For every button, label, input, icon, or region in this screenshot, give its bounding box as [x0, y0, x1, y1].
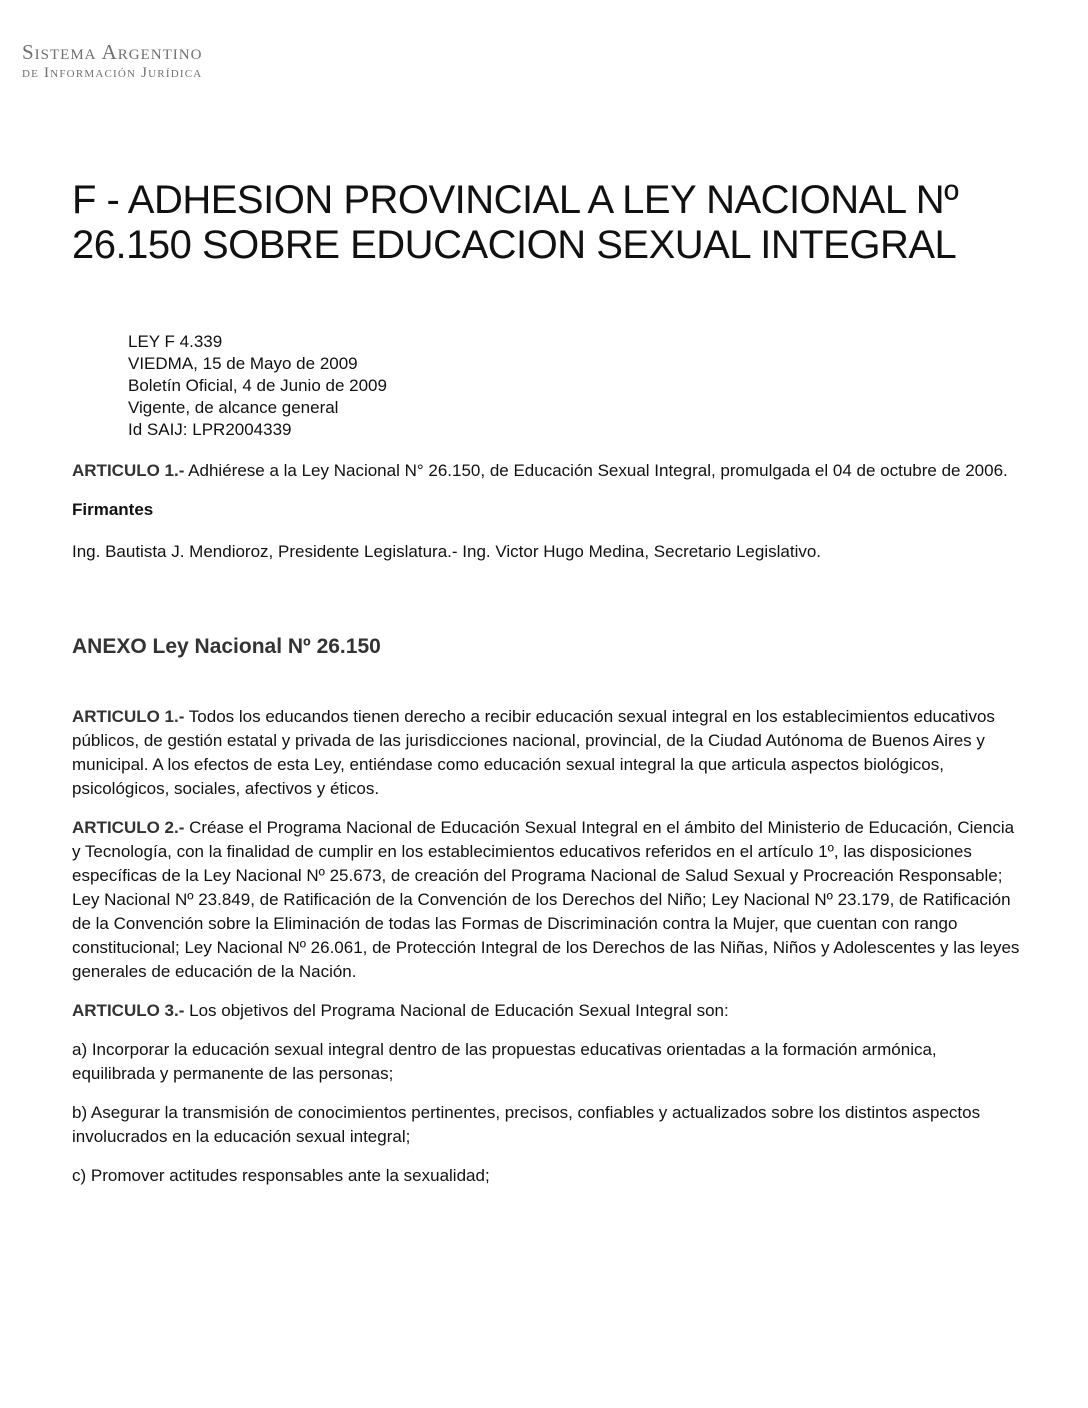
logo-line-1: Sistema Argentino	[22, 40, 203, 64]
anexo-article-2-label: ARTICULO 2.-	[72, 818, 185, 837]
anexo-article-1-text: Todos los educandos tienen derecho a recibir educación sexual integral en los establecimientos educativos públicos, de gestión estatal y privada de las jurisdicciones nacional, provincial, de la Ciudad Autónoma de Buenos Aires y municipal. A los efectos de esta Ley, entiéndase como educación sexual integral la que articula aspectos biológicos, psicológicos, sociales, afectivos y éticos.	[72, 707, 995, 798]
law-metadata	[128, 331, 387, 441]
law-status: Vigente, de alcance general	[128, 398, 339, 417]
document-body	[72, 459, 1022, 1203]
article-1	[72, 459, 1022, 483]
anexo-article-2	[72, 816, 1022, 984]
anexo-heading: ANEXO Ley Nacional Nº 26.150	[72, 635, 381, 658]
anexo-article-3-label: ARTICULO 3.-	[72, 1001, 185, 1020]
article-1-text: Adhiérese a la Ley Nacional N° 26.150, de Educación Sexual Integral, promulgada el 04 de octubre de 2006.	[184, 461, 1008, 480]
saij-logo	[22, 40, 202, 82]
law-bulletin: Boletín Oficial, 4 de Junio de 2009	[128, 376, 387, 395]
anexo-article-1	[72, 705, 1022, 801]
anexo-article-2-text: Créase el Programa Nacional de Educación Sexual Integral en el ámbito del Ministerio de Educación, Ciencia y Tecnología, con la finalidad de cumplir en los establecimientos educativos referidos en el artículo 1º, las disposiciones específicas de la Ley Nacional Nº 25.673, de creación del Programa Nacional de Salud Sexual y Procreación Responsable; Ley Nacional Nº 23.849, de Ratificación de la Convención de los Derechos del Niño; Ley Nacional Nº 23.179, de Ratificación de la Convención sobre la Eliminación de todas las Formas de Discriminación contra la Mujer, que cuentan con rango constitucional; Ley Nacional Nº 26.061, de Protección Integral de los Derechos de las Niñas, Niños y Adolescentes y las leyes generales de educación de la Nación.	[72, 818, 1020, 981]
firmantes-heading: Firmantes	[72, 500, 154, 519]
anexo-article-3-text: Los objetivos del Programa Nacional de Educación Sexual Integral son:	[184, 1001, 729, 1020]
objective-a: a) Incorporar la educación sexual integral dentro de las propuestas educativas orientadas a la formación armónica, equilibrada y permanente de las personas;	[72, 1040, 937, 1083]
logo-line-2: de Información Jurídica	[22, 65, 203, 81]
objective-b: b) Asegurar la transmisión de conocimientos pertinentes, precisos, confiables y actualizados sobre los distintos aspectos involucrados en la educación sexual integral;	[72, 1103, 981, 1146]
law-saij-id: Id SAIJ: LPR2004339	[128, 420, 292, 439]
anexo-article-1-label: ARTICULO 1.-	[72, 707, 185, 726]
law-number: LEY F 4.339	[128, 332, 223, 351]
article-1-label: ARTICULO 1.-	[72, 461, 185, 480]
anexo-article-3	[72, 999, 1022, 1023]
firmantes-text: Ing. Bautista J. Mendioroz, Presidente Legislatura.- Ing. Victor Hugo Medina, Secretario Legislativo.	[72, 542, 822, 561]
law-place-date: VIEDMA, 15 de Mayo de 2009	[128, 354, 358, 373]
objective-c: c) Promover actitudes responsables ante la sexualidad;	[72, 1166, 490, 1185]
document-title: F - ADHESION PROVINCIAL A LEY NACIONAL Nº 26.150 SOBRE EDUCACION SEXUAL INTEGRAL	[72, 178, 959, 267]
